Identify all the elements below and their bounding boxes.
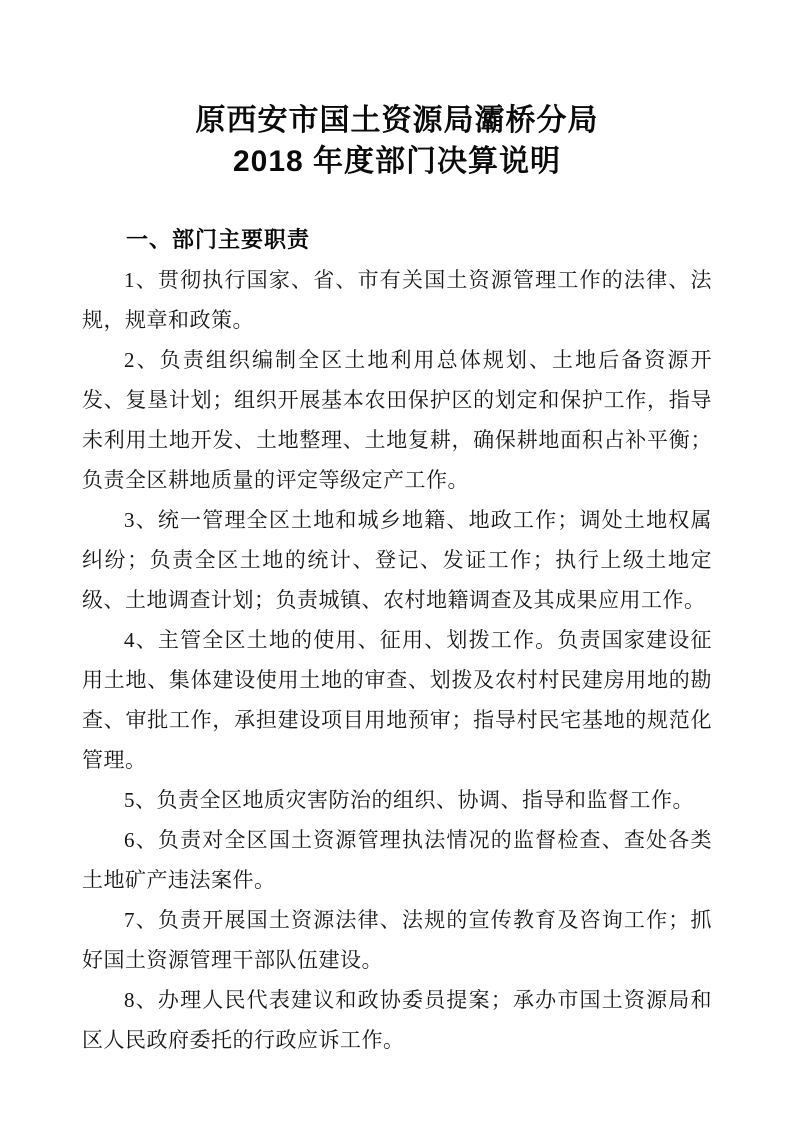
section-heading: 一、部门主要职责 bbox=[126, 227, 311, 252]
title-line-1: 原西安市国土资源局灞桥分局 bbox=[195, 104, 599, 137]
paragraph-duty-1: 1、贯彻执行国家、省、市有关国土资源管理工作的法律、法规，规章和政策。 bbox=[82, 268, 712, 332]
paragraph-duty-4: 4、主管全区土地的使用、征用、划拨工作。负责国家建设征用土地、集体建设使用土地的审查、划拨及农村村民建房用地的勘查、审批工作，承担建设项目用地预审；指导村民宅基地的规范化管理。 bbox=[82, 628, 712, 772]
paragraph-duty-6: 6、负责对全区国土资源管理执法情况的监督检查、查处各类土地矿产违法案件。 bbox=[82, 828, 712, 892]
paragraph-duty-7: 7、负责开展国土资源法律、法规的宣传教育及咨询工作；抓好国土资源管理干部队伍建设。 bbox=[82, 908, 712, 972]
document-body bbox=[82, 220, 712, 1060]
paragraph-duty-8: 8、办理人民代表建议和政协委员提案；承办市国土资源局和区人民政府委托的行政应诉工作。 bbox=[82, 988, 712, 1052]
document-title bbox=[82, 0, 712, 182]
paragraph-duty-2: 2、负责组织编制全区土地利用总体规划、土地后备资源开发、复垦计划；组织开展基本农田保护区的划定和保护工作，指导未利用土地开发、土地整理、土地复耕，确保耕地面积占补平衡；负责全区耕地质量的评定等级定产工作。 bbox=[82, 348, 712, 492]
document-content bbox=[82, 0, 712, 1060]
title-line-2: 2018 年度部门决算说明 bbox=[232, 145, 562, 178]
paragraph-duty-3: 3、统一管理全区土地和城乡地籍、地政工作；调处土地权属纠纷；负责全区土地的统计、登记、发证工作；执行上级土地定级、土地调查计划；负责城镇、农村地籍调查及其成果应用工作。 bbox=[82, 508, 712, 612]
paragraph-duty-5: 5、负责全区地质灾害防治的组织、协调、指导和监督工作。 bbox=[124, 788, 694, 812]
